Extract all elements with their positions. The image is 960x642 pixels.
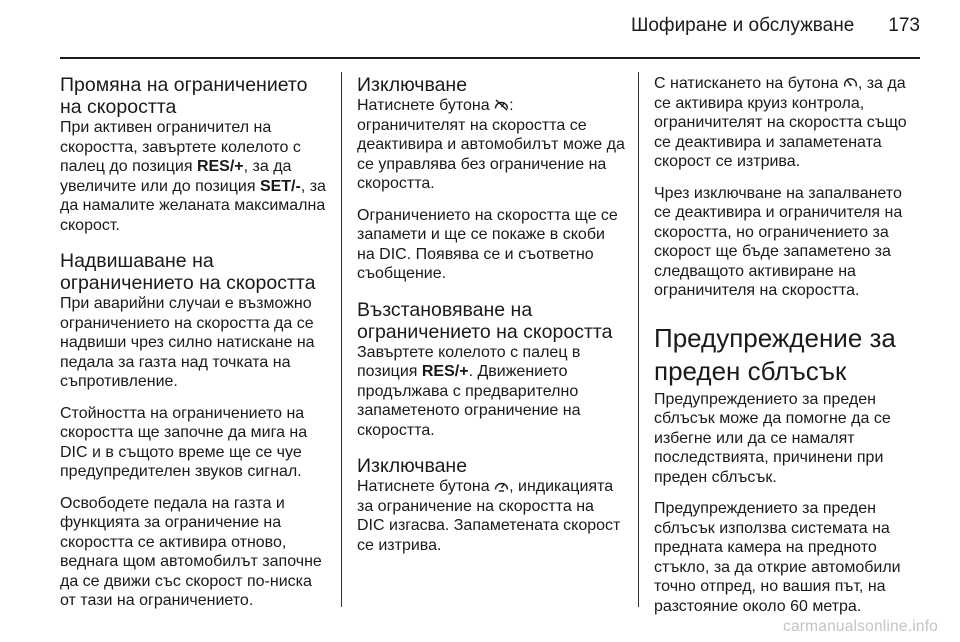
column-divider-1: [341, 72, 342, 607]
heading-forward-collision: Предупреждение за преден сблъсък: [654, 322, 896, 386]
paragraph-ignition: Чрез изключване на запалването се деактивира и ограничителя на скоростта, но ограничението за скорост ще бъде запаметено за следващото активиране на ограничителя на скоростта.: [654, 184, 903, 299]
paragraph-deactivation-2: Ограничението на скоростта ще се запамети и ще се покаже в скоби на DIC. Появява се и съответно съобщение.: [357, 206, 618, 282]
paragraph-cruise: С натискането на бутона , за да се активира круиз контрола, ограничителят на скоростта също се деактивира и запаметената скорост се изтрива.: [654, 75, 907, 170]
speed-limiter-cancel-icon: [494, 98, 509, 111]
heading-exceed-limit: Надвишаване на ограничението на скоростта: [60, 250, 316, 294]
cruise-control-icon: [843, 76, 858, 89]
res-label-2: RES/+: [421, 363, 469, 380]
res-label: RES/+: [196, 158, 244, 175]
heading-switch-off: Изключване: [357, 455, 468, 477]
header-title: Шофиране и обслужване: [630, 15, 855, 36]
header-rule: [60, 57, 920, 59]
paragraph-resume: Завъртете колелото с палец в позиция RES/+. Движението продължава с предварително запаметеното ограничение на скоростта.: [357, 343, 581, 439]
heading-resume: Възстановяване на ограничението на скоростта: [357, 298, 613, 343]
paragraph-collision-1: Предупреждението за преден сблъсък може да помогне да се избегне или да се намалят последствията, причинени при преден сблъсък.: [654, 390, 891, 486]
column-3: [654, 74, 922, 616]
paragraph-change-limit: При активен ограничител на скоростта, завъртете колелото с палец до позиция RES/+, за да увеличите или до позиция SET/-, за да намалите желаната максимална скорост.: [60, 119, 326, 234]
column-1: [60, 74, 328, 611]
paragraph-switch-off: Натиснете бутона , индикацията за ограничение на скоростта на DIC изгасва. Запаметената скорост се изтрива.: [357, 478, 621, 554]
paragraph-exceed-1: При аварийни случаи е възможно ограничението на скоростта да се надвиши чрез силно натискане на педала за газта над точката на съпротивление.: [60, 295, 315, 390]
set-label: SET/-: [259, 177, 301, 195]
heading-deactivation: Изключване: [357, 74, 468, 96]
column-2: [357, 74, 625, 555]
paragraph-exceed-3: Освободете педала на газта и функцията за ограничение на скоростта се активира отново, веднага щом автомобилът започне да се движи със скорост по-ниска от тази на ограничението.: [60, 494, 322, 609]
paragraph-exceed-2: Стойността на ограничението на скоростта ще започне да мига на DIC и в същото време ще се чуе предупредителен звуков сигнал.: [60, 404, 308, 480]
watermark: carmanualsonline.info: [783, 618, 938, 635]
heading-change-limit: Промяна на ограничението на скоростта: [60, 74, 308, 118]
paragraph-collision-2: Предупреждението за преден сблъсък използва системата на предната камера на предното стъкло, за да открие автомобили точно отпред, но вашия път, на разстояние около 60 метра.: [654, 500, 901, 615]
paragraph-deactivation-1: Натиснете бутона : ограничителят на скоростта се деактивира и автомобилът може да се управлява без ограничение на скоростта.: [357, 97, 625, 192]
page-number: 173: [888, 15, 920, 36]
speed-limiter-icon: [494, 479, 509, 492]
page-header: [631, 14, 920, 38]
column-divider-2: [638, 72, 639, 607]
